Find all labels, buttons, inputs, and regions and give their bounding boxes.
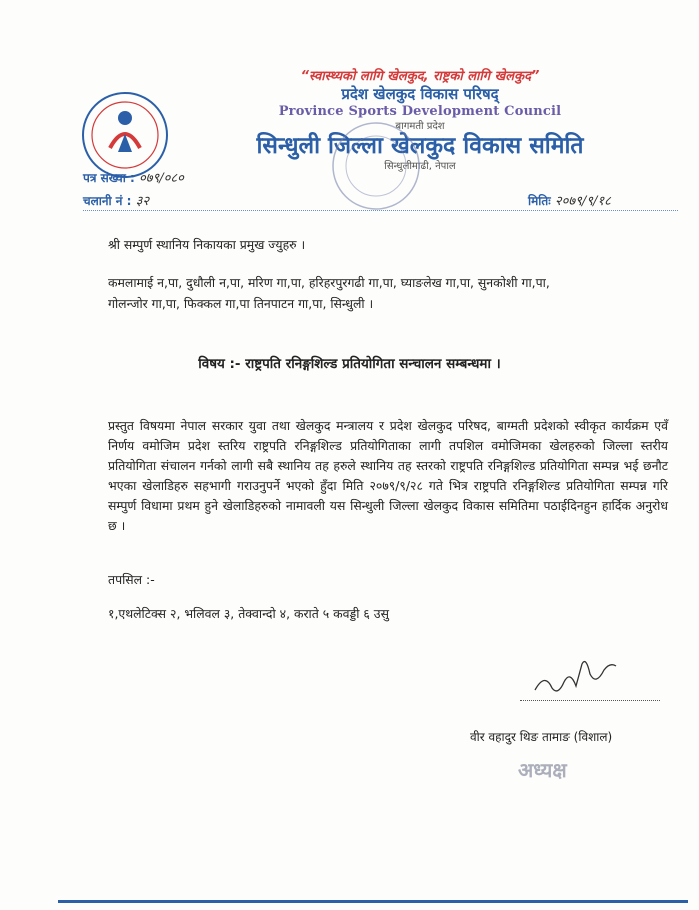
office-stamp bbox=[330, 120, 422, 212]
handwritten-signature bbox=[530, 652, 620, 700]
slogan: “स्वास्थ्यको लागि खेलकुद, राष्ट्रको लागि खेलकुद” bbox=[300, 69, 540, 84]
letter-number-value: ०७९/०८० bbox=[138, 171, 184, 186]
signature-line bbox=[520, 700, 660, 701]
office-location: सिन्धुलीमाढी, नेपाल bbox=[384, 161, 456, 172]
letter-number-label: पत्र संख्या : bbox=[83, 171, 135, 185]
letter-date-label: मितिः bbox=[528, 194, 551, 208]
letter-date bbox=[528, 191, 611, 209]
body-paragraph: प्रस्तुत विषयमा नेपाल सरकार युवा तथा खेलकुद मन्त्रालय र प्रदेश खेलकुद परिषद, बाग्मती प्रदेशको स्वीकृत कार्यक्रम एवँ निर्णय वमोजिम प्रदेश स्तरिय राष्ट्रपति रनिङ्गशिल्ड प्रतियोगिताका लागी तपशिल वमोजिमका खेलहरुको जिल्ला स्तरीय प्रतियोगिता संचालन गर्नको लागी सबै स्थानिय तह हरुले स्थानिय तह स्तरको राष्ट्रपति रनिङ्गशिल्ड प्रतियोगिता सम्पन्न भई छनौट भएका खेलाडिहरु सहभागी गराउनुपर्ने भएको हुँदा मिति २०७९/९/२८ गते भित्र राष्ट्रपति रनिङ्गशिल्ड प्रतियोगिता सम्पन्न गरि सम्पुर्ण विधामा प्रथम हुने खेलाडिहरुको नामावली यस सिन्धुली जिल्ला खेलकुद विकास समितिमा पठाईदिनहुन हार्दिक अनुरोध छ । bbox=[108, 418, 668, 533]
signer-name: वीर वहादुर थिङ तामाङ (विशाल) bbox=[470, 730, 613, 744]
footer-rule bbox=[58, 900, 688, 903]
recipient-salutation: श्री सम्पुर्ण स्थानिय निकायका प्रमुख ज्युहरु । bbox=[108, 237, 306, 252]
dispatch-number-value: ३२ bbox=[135, 194, 150, 209]
recipient-list-line1: कमलामाई न,पा, दुधौली न,पा, मरिण गा,पा, हरिहरपुरगढी गा,पा, घ्याङलेख गा,पा, सुनकोशी गा,पा, bbox=[108, 275, 550, 290]
dispatch-number bbox=[83, 191, 149, 209]
chairperson-stamp: अध्यक्ष bbox=[518, 758, 567, 782]
letter-date-value: २०७९/९/१८ bbox=[554, 194, 611, 209]
subject-line: विषय :- राष्ट्रपति रनिङ्गशिल्ड प्रतियोगिता सन्चालन सम्बन्धमा । bbox=[198, 356, 501, 372]
recipient-list-line2: गोलन्जोर गा,पा, फिक्कल गा,पा तिनपाटन गा,पा, सिन्धुली । bbox=[108, 296, 374, 311]
district-committee-name: सिन्धुली जिल्ला खेलकुद विकास समिति bbox=[256, 133, 584, 159]
council-name-nepali: प्रदेश खेलकुद विकास परिषद् bbox=[341, 85, 499, 103]
letter-number bbox=[83, 168, 184, 186]
tapasil-label: तपसिल :- bbox=[108, 572, 155, 587]
council-logo bbox=[80, 90, 170, 180]
tapasil-sports-list: १,एथलेटिक्स २, भलिवल ३, तेक्वान्दो ४, कराते ५ कवड्डी ६ उसु bbox=[108, 606, 389, 621]
dispatch-number-label: चलानी नं : bbox=[83, 194, 132, 208]
council-name-english: Province Sports Development Council bbox=[278, 104, 562, 119]
province-name: बागमती प्रदेश bbox=[395, 121, 445, 132]
header-divider bbox=[83, 210, 678, 211]
